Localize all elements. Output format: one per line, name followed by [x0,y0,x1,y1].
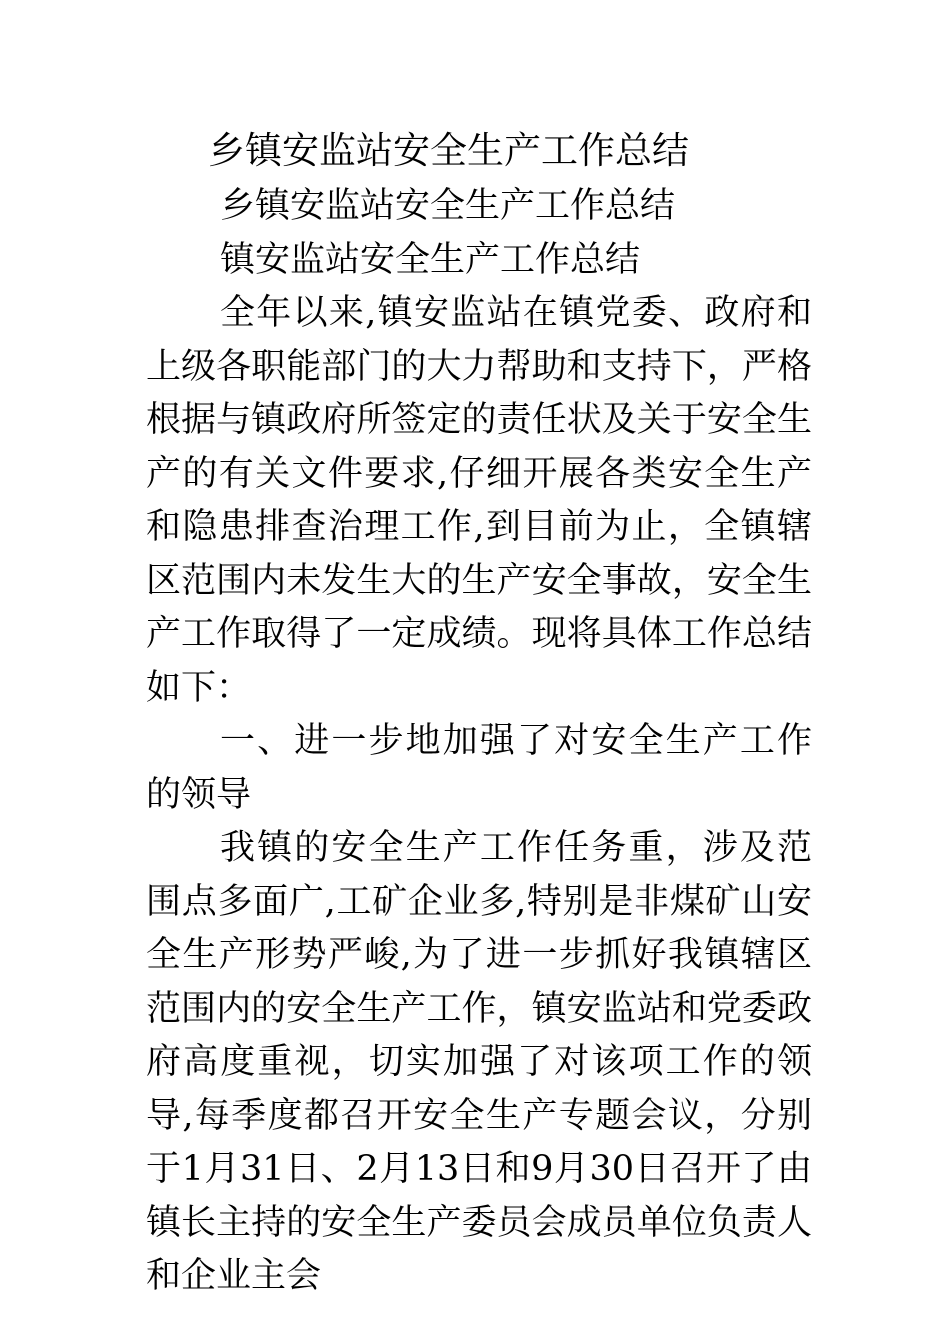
subtitle-paragraph: 乡镇安监站安全生产工作总结 [220,186,676,226]
intro-paragraph: 全年以来,镇安监站在镇党委、政府和上级各职能部门的大力帮助和支持下，严格根据与镇政府所签定的责任状及关于安全生产的有关文件要求,仔细开展各类安全生产和隐患排查治理工作,到目前为止，全镇辖区范围内未发生大的生产安全事故，安全生产工作取得了一定成绩。现将具体工作总结如下： [146,293,812,708]
section-paragraph: 我镇的安全生产工作任务重，涉及范围点多面广,工矿企业多,特别是非煤矿山安全生产形势严峻,为了进一步抓好我镇辖区范围内的安全生产工作，镇安监站和党委政府高度重视，切实加强了对该项工作的领导,每季度都召开安全生产专题会议，分别于1月31日、2月13日和9月30日召开了由镇长主持的安全生产委员会成员单位负责人和企业主会 [146,828,812,1296]
section-heading: 一、进一步地加强了对安全生产工作的领导 [146,721,812,815]
document-body [146,180,812,1304]
subtitle-paragraph-2: 镇安监站安全生产工作总结 [220,239,641,280]
document-title: 乡镇安监站安全生产工作总结 [208,129,689,172]
